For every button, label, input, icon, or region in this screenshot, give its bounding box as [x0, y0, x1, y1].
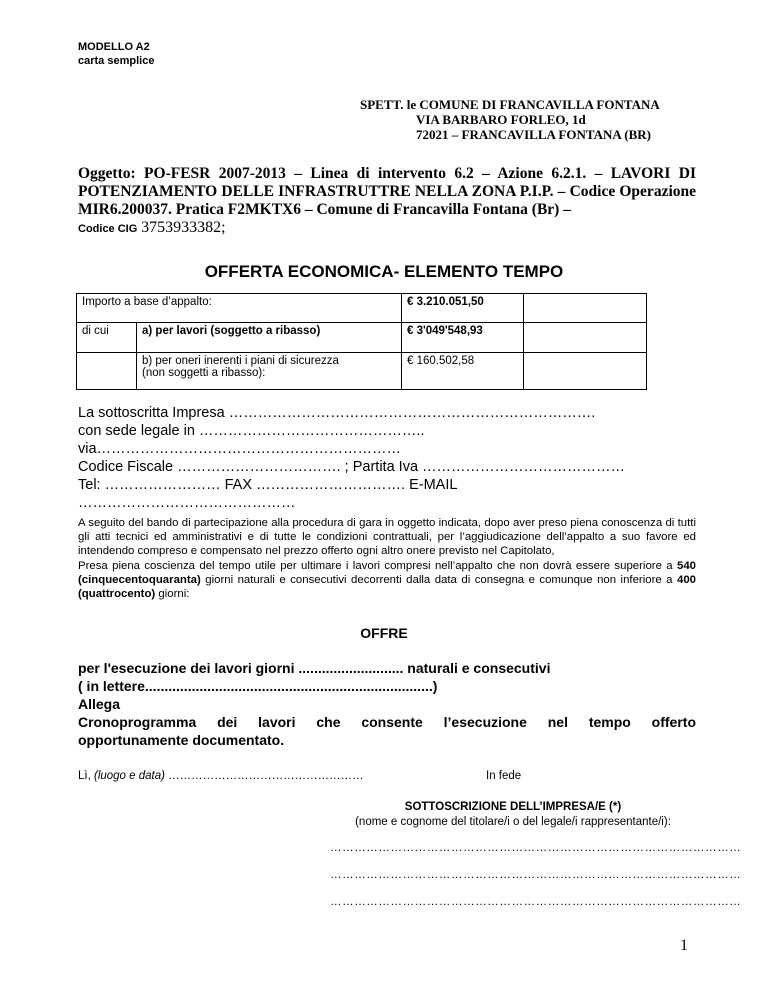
safety-label-1: b) per oneri inerenti i piani di sicurezza: [142, 355, 339, 367]
base-amount-label: Importo a base d’appalto:: [77, 294, 402, 323]
p2-text-e: giorni:: [155, 588, 190, 601]
offer-line-4: Cronoprogramma dei lavori che consente l’esecuzione nel tempo offerto: [78, 714, 696, 730]
safety-label-2: (non soggetti a ribasso):: [142, 367, 266, 379]
company-line-4: Codice Fiscale ……………………………. ; Partita Iva ……………………………………: [78, 459, 626, 475]
offer-line-2: ( in lettere..........................................................................): [78, 678, 438, 694]
declaration-p1: A seguito del bando di partecipazione alla procedura di gara in oggetto indicata, dopo aver preso piena conoscenza di tutti gli atti tecnici ed amministrativi e di tutte le condizioni contrattuali, per l’aggiudicazione dell’appalto a suo favore ed intendendo compreso e compensato nel prezzo offerto ogni altro onere previsto nel Capitolato,: [78, 517, 696, 558]
subject-block: [78, 165, 696, 238]
signature-subheading: (nome e cognome del titolare/i o del legale/i rappresentante/i):: [355, 816, 671, 828]
amounts-table: [76, 293, 647, 390]
company-line-1: La sottoscritta Impresa ………………………………………………………………….: [78, 405, 596, 421]
address-line-1: SPETT. le COMUNE DI FRANCAVILLA FONTANA: [360, 97, 660, 112]
model-label: MODELLO A2: [78, 41, 150, 53]
offer-line-3: Allega: [78, 696, 121, 712]
declaration-paragraph: [78, 516, 696, 601]
company-line-2: con sede legale in ………………………………………..: [78, 423, 425, 439]
address-line-3: 72021 – FRANCAVILLA FONTANA (BR): [416, 127, 651, 142]
empty-cell: [524, 353, 647, 390]
works-label: a) per lavori (soggetto a ribasso): [137, 323, 402, 353]
company-line-3: via………………………………………………………: [78, 441, 402, 457]
offer-line-1: per l'esecuzione dei lavori giorni ........................... naturali e consecutivi: [78, 660, 551, 676]
company-line-5: Tel: …………………… FAX …………………………. E-MAIL: [78, 477, 458, 493]
empty-cell: [524, 294, 647, 323]
max-days: 540 (cinquecentoquaranta): [78, 559, 696, 586]
works-value: € 3'049'548,93: [402, 323, 524, 353]
declaration-p2: [78, 559, 696, 602]
dicui-label: di cui: [77, 323, 137, 353]
signature-block: [330, 800, 696, 830]
subject-line-2: POTENZIAMENTO DELLE INFRASTRUTTRE NELLA ZONA P.I.P. – Codice Operazione: [78, 183, 696, 200]
p2-text-a: Presa piena coscienza del tempo utile per ultimare i lavori compresi nell’appalto che non dovrà essere superiore a: [78, 559, 677, 572]
base-amount-value: € 3.210.051,50: [402, 294, 524, 323]
recipient-address: [360, 97, 660, 142]
place-dots: ……………………………………………: [164, 770, 364, 782]
cig-line: [78, 219, 696, 238]
place-prefix: Lì,: [78, 770, 94, 782]
min-days: 400 (quattrocento): [78, 573, 696, 601]
address-line-2: VIA BARBARO FORLEO, 1d: [416, 112, 586, 127]
signature-line-2: …………………………………………………………………………………………: [330, 869, 742, 881]
company-line-6: ………………………………………: [78, 495, 296, 511]
signature-line-1: …………………………………………………………………………………………: [330, 842, 742, 854]
company-details: [78, 404, 625, 512]
offer-line-5: opportunamente documentato.: [78, 732, 285, 748]
subject-line-3: MIR6.200037. Pratica F2MKTX6 – Comune di Francavilla Fontana (Br) –: [78, 201, 571, 218]
empty-cell: [77, 353, 137, 390]
subject-line-1: Oggetto: PO-FESR 2007-2013 – Linea di intervento 6.2 – Azione 6.2.1. – LAVORI DI: [78, 165, 696, 182]
paper-label: carta semplice: [78, 55, 155, 67]
offre-heading: OFFRE: [360, 625, 408, 641]
table-row: [77, 353, 647, 390]
place-label: (luogo e data): [93, 770, 165, 782]
p2-text-c: giorni naturali e consecutivi decorrenti dalla data di consegna e comunque non inferiore a: [200, 573, 677, 586]
offer-block: [78, 659, 696, 749]
cig-value: 3753933382;: [141, 219, 226, 236]
page-number: 1: [680, 937, 688, 954]
form-header: [78, 40, 154, 68]
empty-cell: [524, 323, 647, 353]
safety-value: € 160.502,58: [402, 353, 524, 390]
in-fede: In fede: [486, 770, 522, 782]
cig-label: Codice CIG: [78, 223, 138, 235]
table-row: [77, 294, 647, 323]
document-title: OFFERTA ECONOMICA- ELEMENTO TEMPO: [204, 262, 564, 281]
safety-label: [137, 353, 402, 390]
signature-heading: SOTTOSCRIZIONE DELL’IMPRESA/E (*): [404, 801, 622, 813]
place-date-line: [78, 770, 364, 782]
signature-line-3: …………………………………………………………………………………………: [330, 896, 742, 908]
table-row: [77, 323, 647, 353]
